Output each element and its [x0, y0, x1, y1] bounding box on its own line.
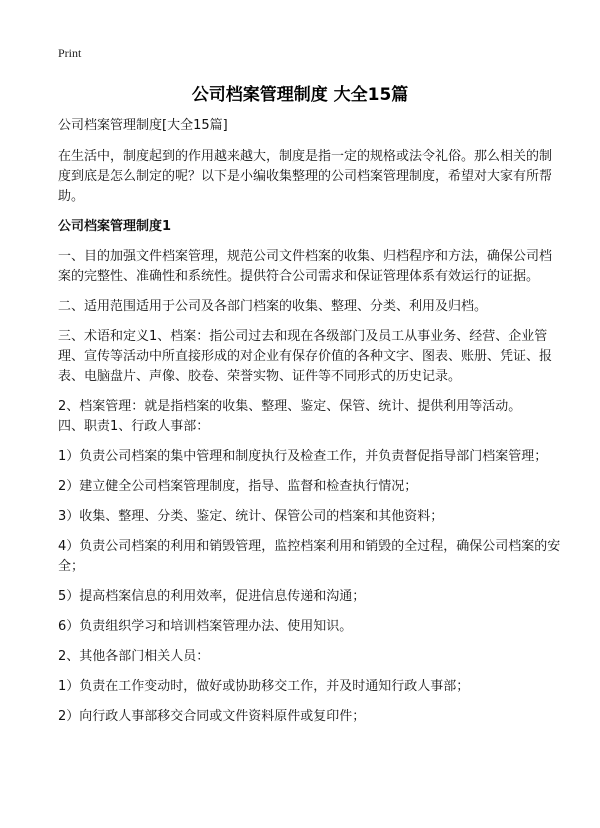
list-item: 2）建立健全公司档案管理制度，指导、监督和检查执行情况； [58, 479, 418, 494]
list-item: 2）向行政人事部移交合同或文件资料原件或复印件； [58, 709, 366, 724]
paragraph-definitions: 三、术语和定义1、档案：指公司过去和现在各级部门及员工从事业务、经营、企业管理、宣传等活动中所直接形成的对企业有保存价值的各种文字、图表、账册、凭证、报表、电脑盘片、声像、胶卷、荣誉实物、证件等不同形式的历史记录。 [58, 329, 553, 384]
list-item: 4）负责公司档案的利用和销毁管理，监控档案利用和销毁的全过程，确保公司档案的安全； [58, 539, 561, 574]
list-item: 1）负责公司档案的集中管理和制度执行及检查工作，并负责督促指导部门档案管理； [58, 449, 548, 464]
list-item: 5）提高档案信息的利用效率，促进信息传递和沟通； [58, 589, 366, 604]
paragraph-other-departments: 2、其他各部门相关人员： [58, 649, 210, 664]
paragraph-purpose: 一、目的加强文件档案管理，规范公司文件档案的收集、归档程序和方法，确保公司档案的完整性、准确性和系统性。提供符合公司需求和保证管理体系有效运行的证据。 [58, 249, 553, 284]
document-subtitle: 公司档案管理制度[大全15篇] [58, 118, 228, 133]
intro-paragraph: 在生活中，制度起到的作用越来越大，制度是指一定的规格或法令礼俗。那么相关的制度到底是怎么制定的呢？以下是小编收集整理的公司档案管理制度，希望对大家有所帮助。 [58, 149, 553, 204]
list-item: 1）负责在工作变动时，做好或协助移交工作，并及时通知行政人事部； [58, 679, 470, 694]
paragraph-archive-management: 2、档案管理：就是指档案的收集、整理、鉴定、保管、统计、提供利用等活动。 [58, 399, 522, 414]
section-heading: 公司档案管理制度1 [58, 219, 172, 234]
document-body [58, 116, 564, 737]
print-label: Print [58, 46, 82, 60]
list-item: 3）收集、整理、分类、鉴定、统计、保管公司的档案和其他资料； [58, 509, 444, 524]
paragraph-responsibilities: 四、职责1、行政人事部： [58, 419, 210, 434]
list-item: 6）负责组织学习和培训档案管理办法、使用知识。 [58, 619, 353, 634]
page-title: 公司档案管理制度 大全15篇 [191, 85, 409, 105]
paragraph-scope: 二、适用范围适用于公司及各部门档案的收集、整理、分类、利用及归档。 [58, 299, 488, 314]
